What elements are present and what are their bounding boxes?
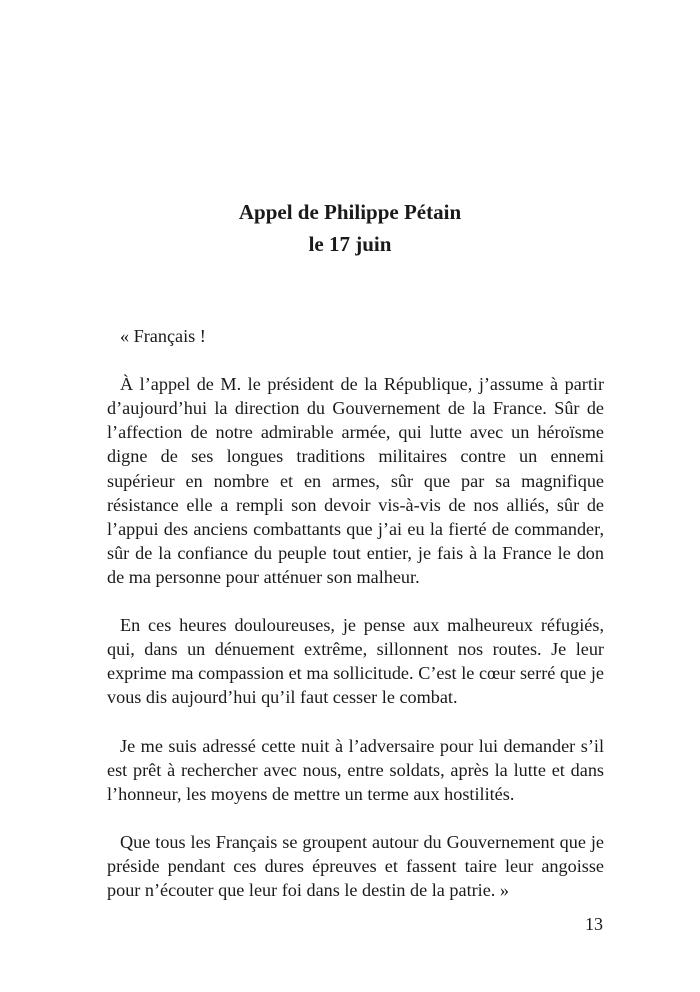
paragraph: Que tous les Français se groupent autour du Gouvernement que je préside pendant ces dures épreuves et fassent taire leur angoisse pour n’écouter que leur foi dans le destin de la patrie. » bbox=[107, 831, 604, 901]
paragraph-salutation: « Français ! bbox=[120, 326, 206, 346]
paragraph: En ces heures douloureuses, je pense aux malheureux réfugiés, qui, dans un dénuement extrême, sillonnent nos routes. Je leur exprime ma compassion et ma sollicitude. C’est le cœur serré que je vous dis aujourd’hui qu’il faut cesser le combat. bbox=[107, 615, 604, 708]
title-line-2: le 17 juin bbox=[308, 232, 392, 256]
page-number: 13 bbox=[585, 914, 603, 934]
paragraph: À l’appel de M. le président de la République, j’assume à partir d’aujourd’hui la direction du Gouvernement de la France. Sûr de l’affection de notre admirable armée, qui lutte avec un héroïsme digne de ses longues traditions militaires contre un ennemi supérieur en nombre et en armes, sûr que par sa magnifique résistance elle a rempli son devoir vis-à-vis de nos alliés, sûr de l’appui des anciens combattants que j’ai eu la fierté de commander, sûr de la confiance du peuple tout entier, je fais à la France le don de ma personne pour atténuer son malheur. bbox=[107, 374, 604, 587]
page-title bbox=[0, 196, 700, 260]
title-line-1: Appel de Philippe Pétain bbox=[238, 200, 462, 224]
speech-text bbox=[107, 324, 604, 902]
paragraph: Je me suis adressé cette nuit à l’adversaire pour lui demander s’il est prêt à rechercher avec nous, entre soldats, après la lutte et dans l’honneur, les moyens de mettre un terme aux hostilités. bbox=[107, 735, 604, 804]
